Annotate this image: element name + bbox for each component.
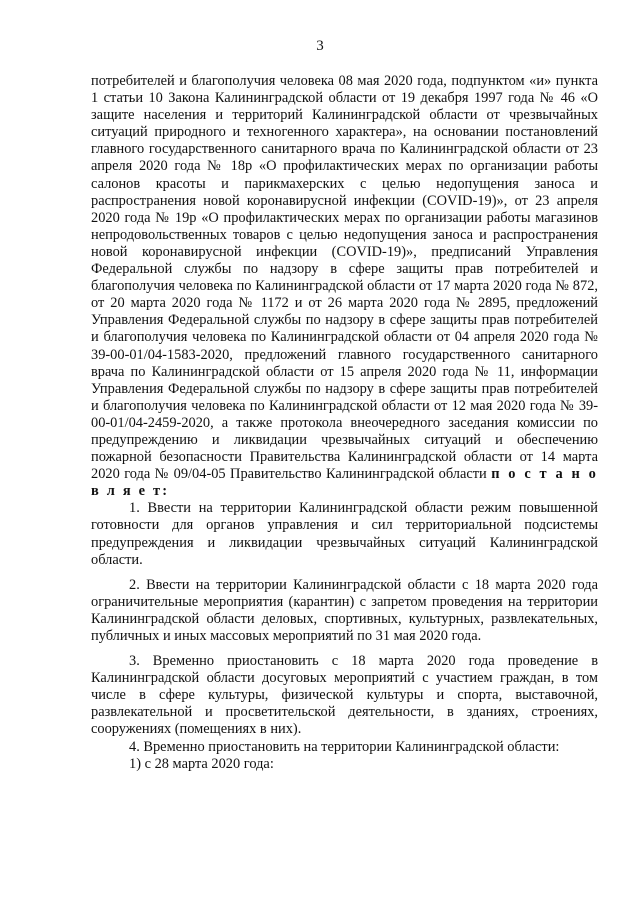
paragraph-spacer	[91, 569, 598, 577]
item-3-paragraph: 3. Временно приостановить с 18 марта 2020 года проведение в Калининградской области досуговых мероприятий с участием граждан, в том числе в сфере культуры, физической культуры и спорта, выставочной, развлекательной и просветительской деятельности, в зданиях, строениях, сооружениях (помещениях в них).	[91, 653, 598, 738]
intro-paragraph	[91, 73, 598, 500]
item-2-paragraph: 2. Ввести на территории Калининградской области с 18 марта 2020 года ограничительные мероприятия (карантин) с запретом проведения на территории Калининградской области деловых, спортивных, культурных, развлекательных, публичных и иных массовых мероприятий по 31 мая 2020 года.	[91, 576, 598, 644]
item-1-paragraph: 1. Ввести на территории Калининградской области режим повышенной готовности для органов управления и сил территориальной подсистемы предупреждения и ликвидации чрезвычайных ситуаций Калининградской области.	[91, 500, 598, 568]
item-4-paragraph: 4. Временно приостановить на территории Калининградской области:	[129, 738, 560, 755]
paragraph-spacer	[91, 645, 598, 653]
item-4-1-paragraph: 1) с 28 марта 2020 года:	[129, 755, 274, 772]
page-number: 3	[316, 38, 324, 54]
resolves-keyword: п о с т а н о в л я е т:	[91, 466, 598, 500]
document-body	[91, 73, 598, 773]
intro-text: потребителей и благополучия человека 08 мая 2020 года, подпунктом «и» пункта 1 статьи 10 Закона Калининградской области от 19 декабря 1997 года № 46 «О защите населения и территорий Калининградской области от чрезвычайных ситуаций природного и техногенного характера», на основании постановлений главного государственного санитарного врача по Калининградской области от 23 апреля 2020 года № 18р «О профилактических мерах по организации работы салонов красоты и парикмахерских с целью недопущения заноса и распространения новой коронавирусной инфекции (COVID-19)», от 23 апреля 2020 года № 19р «О профилактических мерах по организации работы магазинов непродовольственных товаров с целью недопущения заноса и распространения новой коронавирусной инфекции (COVID-19)», предписаний Управления Федеральной службы по надзору в сфере защиты прав потребителей и благополучия человека по Калининградской области от 17 марта 2020 года № 872, от 20 марта 2020 года № 1172 и от 26 марта 2020 года № 2895, предложений Управления Федеральной службы по надзору в сфере защиты прав потребителей и благополучия человека по Калининградской области от 04 апреля 2020 года № 39-00-01/04-1583-2020, предложений главного государственного санитарного врача по Калининградской области от 15 апреля 2020 года № 11, информации Управления Федеральной службы по надзору в сфере защиты прав потребителей и благополучия человека по Калининградской области от 12 мая 2020 года № 39-00-01/04-2459-2020, а также протокола внеочередного заседания комиссии по предупреждению и ликвидации чрезвычайных ситуаций и обеспечению пожарной безопасности Правительства Калининградской области от 14 марта 2020 года № 09/04-05 Правительство Калининградской области	[91, 73, 598, 483]
